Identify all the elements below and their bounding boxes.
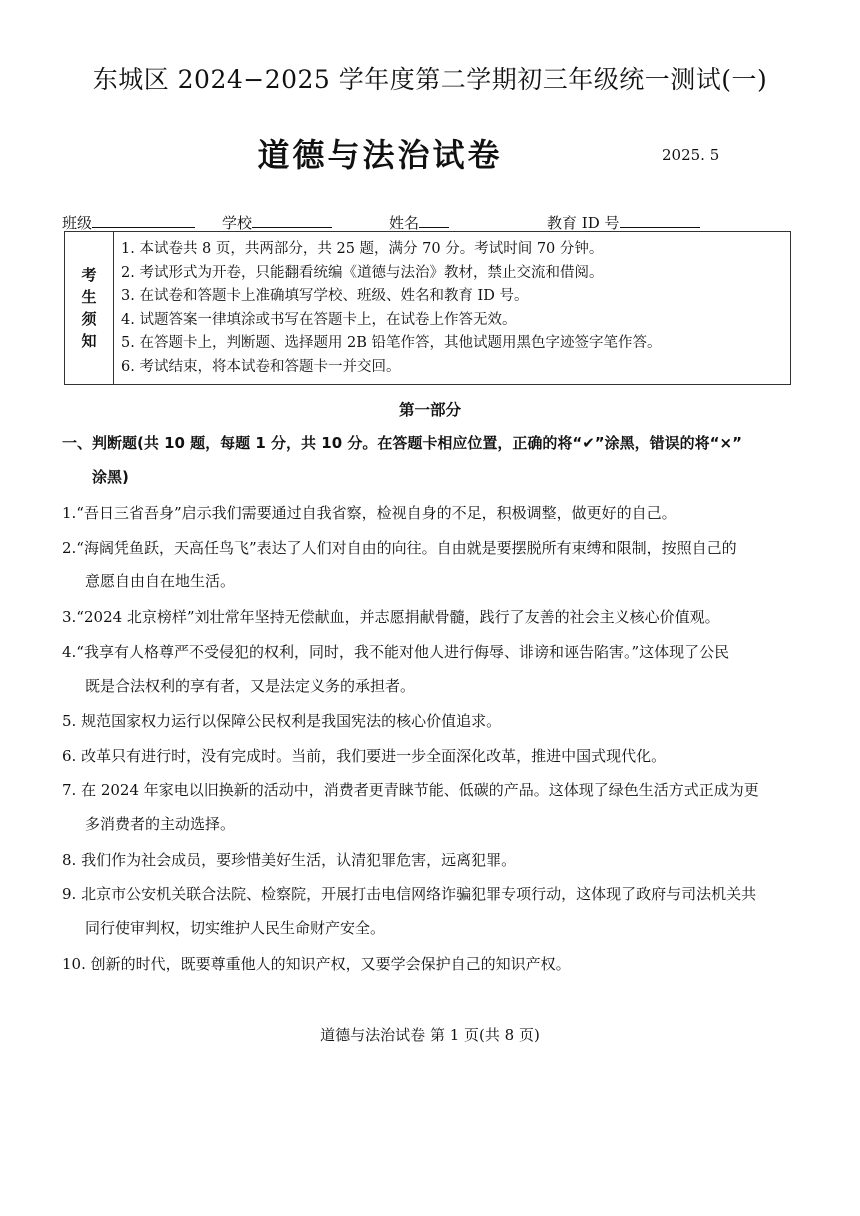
notice-list: [121, 238, 662, 379]
section-heading-cont: 涂黑): [92, 468, 129, 486]
question-4: 4.“我享有人格尊严不受侵犯的权利，同时，我不能对他人进行侮辱、诽谤和诬告陷害。”这体现了公民: [62, 643, 730, 661]
part-title: 第一部分: [398, 401, 461, 419]
question-8: 8. 我们作为社会成员，要珍惜美好生活，认清犯罪危害，远离犯罪。: [62, 851, 517, 869]
name-label: 姓名: [389, 214, 420, 232]
notice-item: 2. 考试形式为开卷，只能翻看统编《道德与法治》教材，禁止交流和借阅。: [121, 264, 604, 281]
notice-heading-char: 知: [81, 332, 97, 350]
class-blank: [92, 212, 195, 228]
question-10: 10. 创新的时代，既要尊重他人的知识产权，又要学会保护自己的知识产权。: [62, 955, 571, 973]
name-blank: [419, 212, 449, 228]
question-2: 2.“海阔凭鱼跃，天高任鸟飞”表达了人们对自由的向往。自由就是要摆脱所有束缚和限制，按照自己的: [62, 539, 737, 557]
exam-date: 2025. 5: [662, 146, 720, 164]
question-9-cont: 同行使审判权，切实维护人民生命财产安全。: [85, 919, 386, 937]
notice-item: 4. 试题答案一律填涂或书写在答题卡上，在试卷上作答无效。: [121, 311, 517, 328]
question-2-cont: 意愿自由自在地生活。: [85, 572, 236, 590]
question-1: 1.“吾日三省吾身”启示我们需要通过自我省察，检视自身的不足，积极调整，做更好的自己。: [62, 504, 677, 522]
edu-id-label: 教育 ID 号: [547, 214, 620, 232]
notice-item: 1. 本试卷共 8 页，共两部分，共 25 题，满分 70 分。考试时间 70 分钟。: [121, 241, 604, 257]
notice-heading-char: 生: [81, 288, 97, 306]
question-7: 7. 在 2024 年家电以旧换新的活动中，消费者更青睐节能、低碳的产品。这体现了绿色生活方式正成为更: [62, 781, 759, 799]
school-blank: [252, 212, 332, 228]
edu-id-blank: [620, 212, 700, 228]
exam-notice-box: [64, 231, 791, 385]
class-label: 班级: [62, 214, 93, 232]
question-6: 6. 改革只有进行时，没有完成时。当前，我们要进一步全面深化改革，推进中国式现代化。: [62, 747, 667, 765]
question-4-cont: 既是合法权利的享有者，又是法定义务的承担者。: [85, 677, 416, 695]
question-9: 9. 北京市公安机关联合法院、检察院，开展打击电信网络诈骗犯罪专项行动，这体现了政府与司法机关共: [62, 885, 757, 903]
question-7-cont: 多消费者的主动选择。: [85, 815, 236, 833]
class-field: [62, 212, 195, 233]
question-5: 5. 规范国家权力运行以保障公民权利是我国宪法的核心价值追求。: [62, 712, 502, 730]
exam-title: 东城区 2024−2025 学年度第二学期初三年级统一测试(一): [92, 65, 768, 94]
school-label: 学校: [222, 214, 253, 232]
notice-item: 6. 考试结束，将本试卷和答题卡一并交回。: [121, 358, 401, 375]
school-field: [222, 212, 332, 233]
notice-heading: [65, 232, 114, 384]
notice-item: 3. 在试卷和答题卡上准确填写学校、班级、姓名和教育 ID 号。: [121, 288, 529, 304]
notice-item: 5. 在答题卡上，判断题、选择题用 2B 铅笔作答，其他试题用黑色字迹签字笔作答。: [121, 335, 662, 351]
name-field: [389, 212, 449, 233]
subject-title: 道德与法治试卷: [257, 136, 503, 174]
notice-heading-char: 考: [81, 266, 97, 284]
page-footer: 道德与法治试卷 第 1 页(共 8 页): [320, 1026, 540, 1044]
question-3: 3.“2024 北京榜样”刘壮常年坚持无偿献血，并志愿捐献骨髓，践行了友善的社会主义核心价值观。: [62, 608, 720, 626]
edu-id-field: [547, 212, 700, 233]
section-heading: 一、判断题(共 10 题，每题 1 分，共 10 分。在答题卡相应位置，正确的将“✔”涂黑，错误的将“×”: [62, 434, 742, 452]
notice-heading-char: 须: [81, 310, 97, 328]
